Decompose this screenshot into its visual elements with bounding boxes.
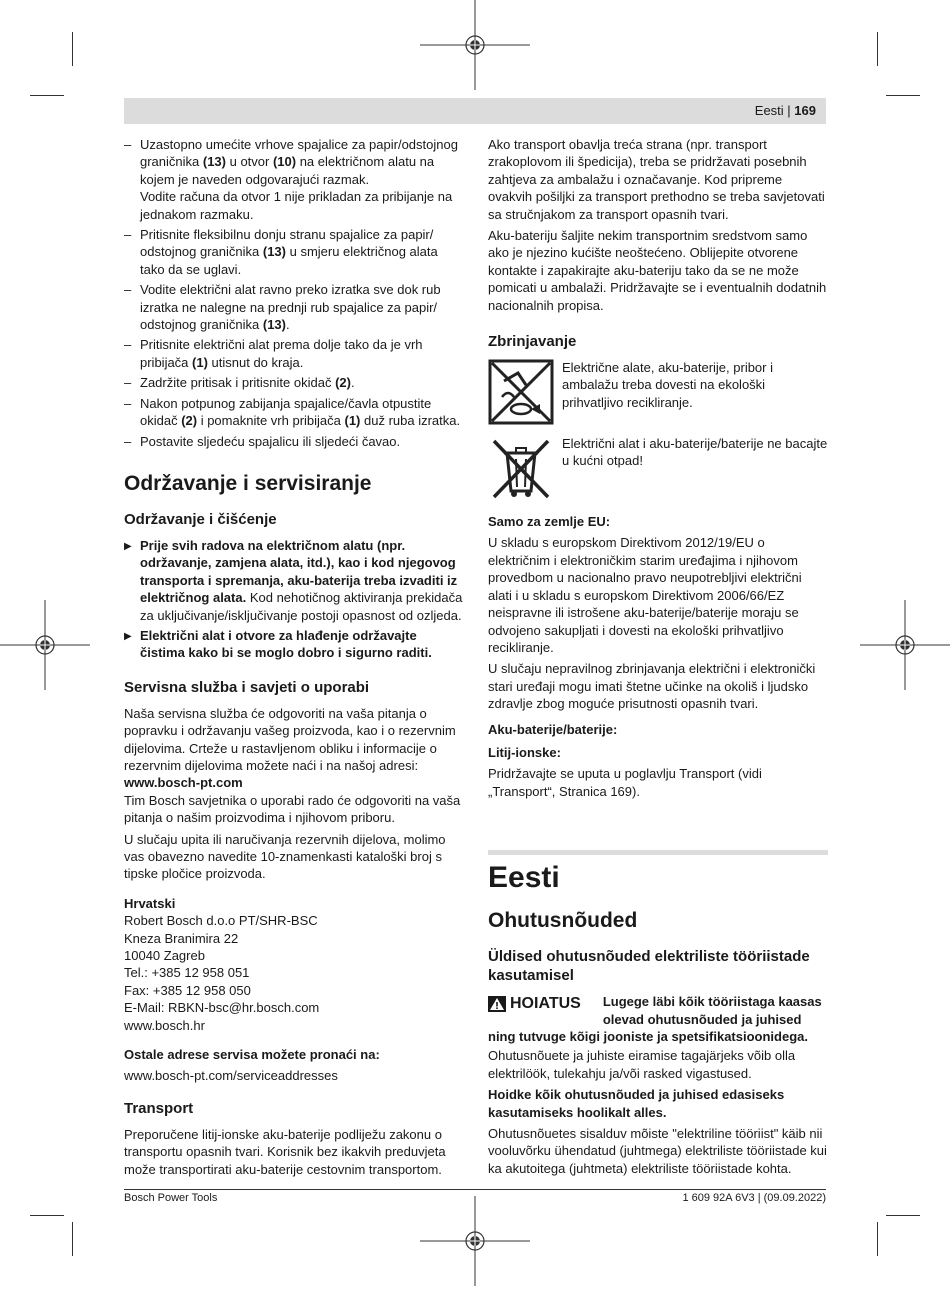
right-column <box>488 136 828 1181</box>
list-item: – Uzastopno umećite vrhove spajalice za papir/odstojnog graničnika (13) u otvor (10) na električnom alatu na kojem je naveden odgovarajući razmak. Vodite računa da otvor 1 nije prikladan za pribijanje na jednakom razmaku. <box>124 136 464 223</box>
service-paragraph: Naša servisna služba će odgovoriti na vaša pitanja o popravku i održavanju vašeg proizvoda, kao i o rezervnim dijelovima. Crteže u rastavljenom obliku i informacije o rezervnim dijelovima možete naći i na našoj adresi: www.bosch-pt.com Tim Bosch savjetnika o uporabi rado će odgovoriti na vaša pitanja o našim proizvodima i njihovom priboru. <box>124 705 461 826</box>
left-column <box>124 136 464 1182</box>
page-header-label: Eesti | 169 <box>754 103 816 118</box>
list-item: – Vodite električni alat ravno preko izratka sve dok rub izratka ne nalegne na prednji rub spajalice za papir/ odstojnog graničnika (13). <box>124 281 464 333</box>
service-heading: Servisna služba i savjeti o uporabi <box>124 678 370 696</box>
disposal-heading: Zbrinjavanje <box>488 333 577 351</box>
waste-row <box>488 435 828 501</box>
list-item: – Postavite sljedeću spajalicu ili sljedeći čavao. <box>124 433 464 450</box>
eu-heading: Samo za zemlje EU: <box>488 514 611 530</box>
other-addresses-label: Ostale adrese servisa možete pronaći na: <box>124 1047 380 1063</box>
footer-doc-id: 1 609 92A 6V3 | (09.09.2022) <box>682 1192 826 1204</box>
address-block: Robert Bosch d.o.o PT/SHR-BSC Kneza Branimira 22 10040 Zagreb Tel.: +385 12 958 051 Fax: +385 12 958 050 E-Mail: RBKN-bsc@hr.bosch.com www.bosch.hr <box>124 912 464 1034</box>
warning-paragraph: Ohutusnõuete ja juhiste eiramise tagajärjeks võib olla elektrilöök, tulekahju ja/või rasked vigastused. <box>488 1048 796 1081</box>
maintenance-heading: Održavanje i servisiranje <box>124 471 372 495</box>
crossed-bin-icon <box>488 435 554 501</box>
list-item: – Nakon potpunog zabijanja spajalice/čavla otpustite okidač (2) i pomaknite vrh pribijača (1) duž ruba izratka. <box>124 395 464 430</box>
registration-mark-icon <box>0 600 90 690</box>
language-heading: Eesti <box>488 861 560 895</box>
eu-paragraph: U slučaju nepravilnog zbrinjavanja električni i elektronički stari uređaji mogu imati štetne učinke na okoliš i ljudsko zdravlje zbog moguće prisutnosti opasnih tvari. <box>488 661 816 712</box>
registration-mark-icon <box>420 1196 530 1286</box>
list-item: – Zadržite pritisak i pritisnite okidač (2). <box>124 374 464 391</box>
crop-mark <box>877 1222 878 1256</box>
list-item: ▶ Električni alat i otvore za hlađenje održavajte čistima kako bi se moglo dobro i sigurno raditi. <box>124 627 464 662</box>
warning-label: HOIATUS <box>510 995 581 1013</box>
crop-mark <box>886 95 920 96</box>
list-item: – Pritisnite električni alat prema dolje tako da je vrh pribijača (1) utisnut do kraja. <box>124 336 464 371</box>
page-number: 169 <box>794 103 816 118</box>
waste-text: Električni alat i aku-baterije/baterije ne bacajte u kućni otpad! <box>562 436 828 469</box>
crop-mark <box>30 95 64 96</box>
maintenance-list <box>124 537 464 662</box>
warning-block <box>488 993 828 1045</box>
crop-mark <box>886 1215 920 1216</box>
recycling-symbol-icon <box>488 359 554 425</box>
footer-brand: Bosch Power Tools <box>124 1192 218 1204</box>
recycling-row <box>488 359 828 425</box>
service-paragraph: U slučaju upita ili naručivanja rezervnih dijelova, molimo vas obavezno navedite 10-znamenkasti kataloški broj s tipske pločice proizvoda. <box>124 831 446 882</box>
header-section: Eesti <box>754 103 784 118</box>
lithium-heading: Litij-ionske: <box>488 744 561 760</box>
disposal-text: Električne alate, aku-baterije, pribor i ambalažu treba dovesti na ekološki prihvatljivo recikliranje. <box>562 360 773 410</box>
safety-heading: Ohutusnõuded <box>488 909 638 933</box>
eu-paragraph: U skladu s europskom Direktivom 2012/19/EU o električnim i elektroničkim starim uređajima i njihovom provedbom u nacionalno pravo neupotrebljivi električni alati i u skladu s europskom Direktivom 2006/66/EZ neispravne ili istrošene aku-baterije/baterije moraju se odvojeno sakupljati i dovesti na ekološki prihvatljivo recikliranje. <box>488 535 802 655</box>
other-addresses-link[interactable]: www.bosch-pt.com/serviceaddresses <box>124 1068 338 1084</box>
list-item: ▶ Prije svih radova na električnom alatu (npr. održavanje, zamjena alata, itd.), kao i kod njegovog transporta i spremanja, aku-baterija treba izvaditi iz električnog alata. Kod nehotičnog aktiviranja prekidača za uključivanje/isključivanje postoji opasnost od ozljeda. <box>124 537 464 624</box>
transport-paragraph: Preporučene litij-ionske aku-baterije podliježu zakonu o transportu opasnih tvari. Korisnik bez ikakvih preduvjeta može transportirati aku-baterije cestovnim transportom. <box>124 1126 446 1177</box>
page-header <box>124 98 826 124</box>
list-item: – Pritisnite fleksibilnu donju stranu spajalice za papir/ odstojnog graničnika (13) u smjeru električnog alata tako da se uglavi. <box>124 226 464 278</box>
website-link[interactable]: www.bosch.hr <box>124 1017 205 1033</box>
transport-heading: Transport <box>124 1099 194 1117</box>
registration-mark-icon <box>860 600 950 690</box>
crop-mark <box>72 32 73 66</box>
transport-paragraph: Ako transport obavlja treća strana (npr. transport zrakoplovom ili špedicija), treba se pridržavati posebnih zahtjeva za ambalažu i označavanje. Kod pripreme ovakvih pošiljki za transport prethodno se treba savjetovati sa stručnjakom za transport opasnih tvari. <box>488 137 825 222</box>
instruction-list <box>124 136 464 450</box>
warning-badge <box>488 995 581 1012</box>
keep-instructions: Hoidke kõik ohutusnõuded ja juhised edasiseks kasutamiseks hoolikalt alles. <box>488 1087 785 1120</box>
warning-text: Lugege läbi kõik tööriistaga kaasas olevad ohutusnõuded ja juhised ning tutvuge kõigi jooniste ja spetsifikatsioonidega. <box>488 994 822 1044</box>
email-link[interactable]: E-Mail: RBKN-bsc@hr.bosch.com <box>124 1000 320 1016</box>
crop-mark <box>72 1222 73 1256</box>
crop-mark <box>877 32 878 66</box>
lithium-paragraph: Pridržavajte se uputa u poglavlju Transport (vidi „Transport“, Stranica 169). <box>488 766 762 799</box>
definition-paragraph: Ohutusnõuetes sisalduv mõiste "elektriline tööriist" käib nii vooluvõrku ühendatud (juhtmega) elektriliste tööriistade kui ka akutoitega (juhtmeta) elektriliste tööriistade kohta. <box>488 1126 827 1176</box>
batteries-heading: Aku-baterije/baterije: <box>488 721 618 737</box>
footer-rule <box>124 1189 826 1190</box>
registration-mark-icon <box>420 0 530 90</box>
cleaning-heading: Održavanje i čišćenje <box>124 510 277 528</box>
general-safety-heading: Üldised ohutusnõuded elektriliste tööriistade kasutamisel <box>488 948 810 985</box>
service-url[interactable]: www.bosch-pt.com <box>124 775 243 791</box>
section-divider <box>488 850 828 855</box>
transport-paragraph: Aku-bateriju šaljite nekim transportnim sredstvom samo ako je njezino kućište neoštećeno. Oblijepite otvorene kontakte i zapakirajte aku-bateriju tako da se ne može pomicati u ambalaži. Pridržavajte se i eventualnih dodatnih nacionalnih propisa. <box>488 228 827 313</box>
crop-mark <box>30 1215 64 1216</box>
country-heading: Hrvatski <box>124 895 176 911</box>
warning-triangle-icon <box>488 996 506 1012</box>
